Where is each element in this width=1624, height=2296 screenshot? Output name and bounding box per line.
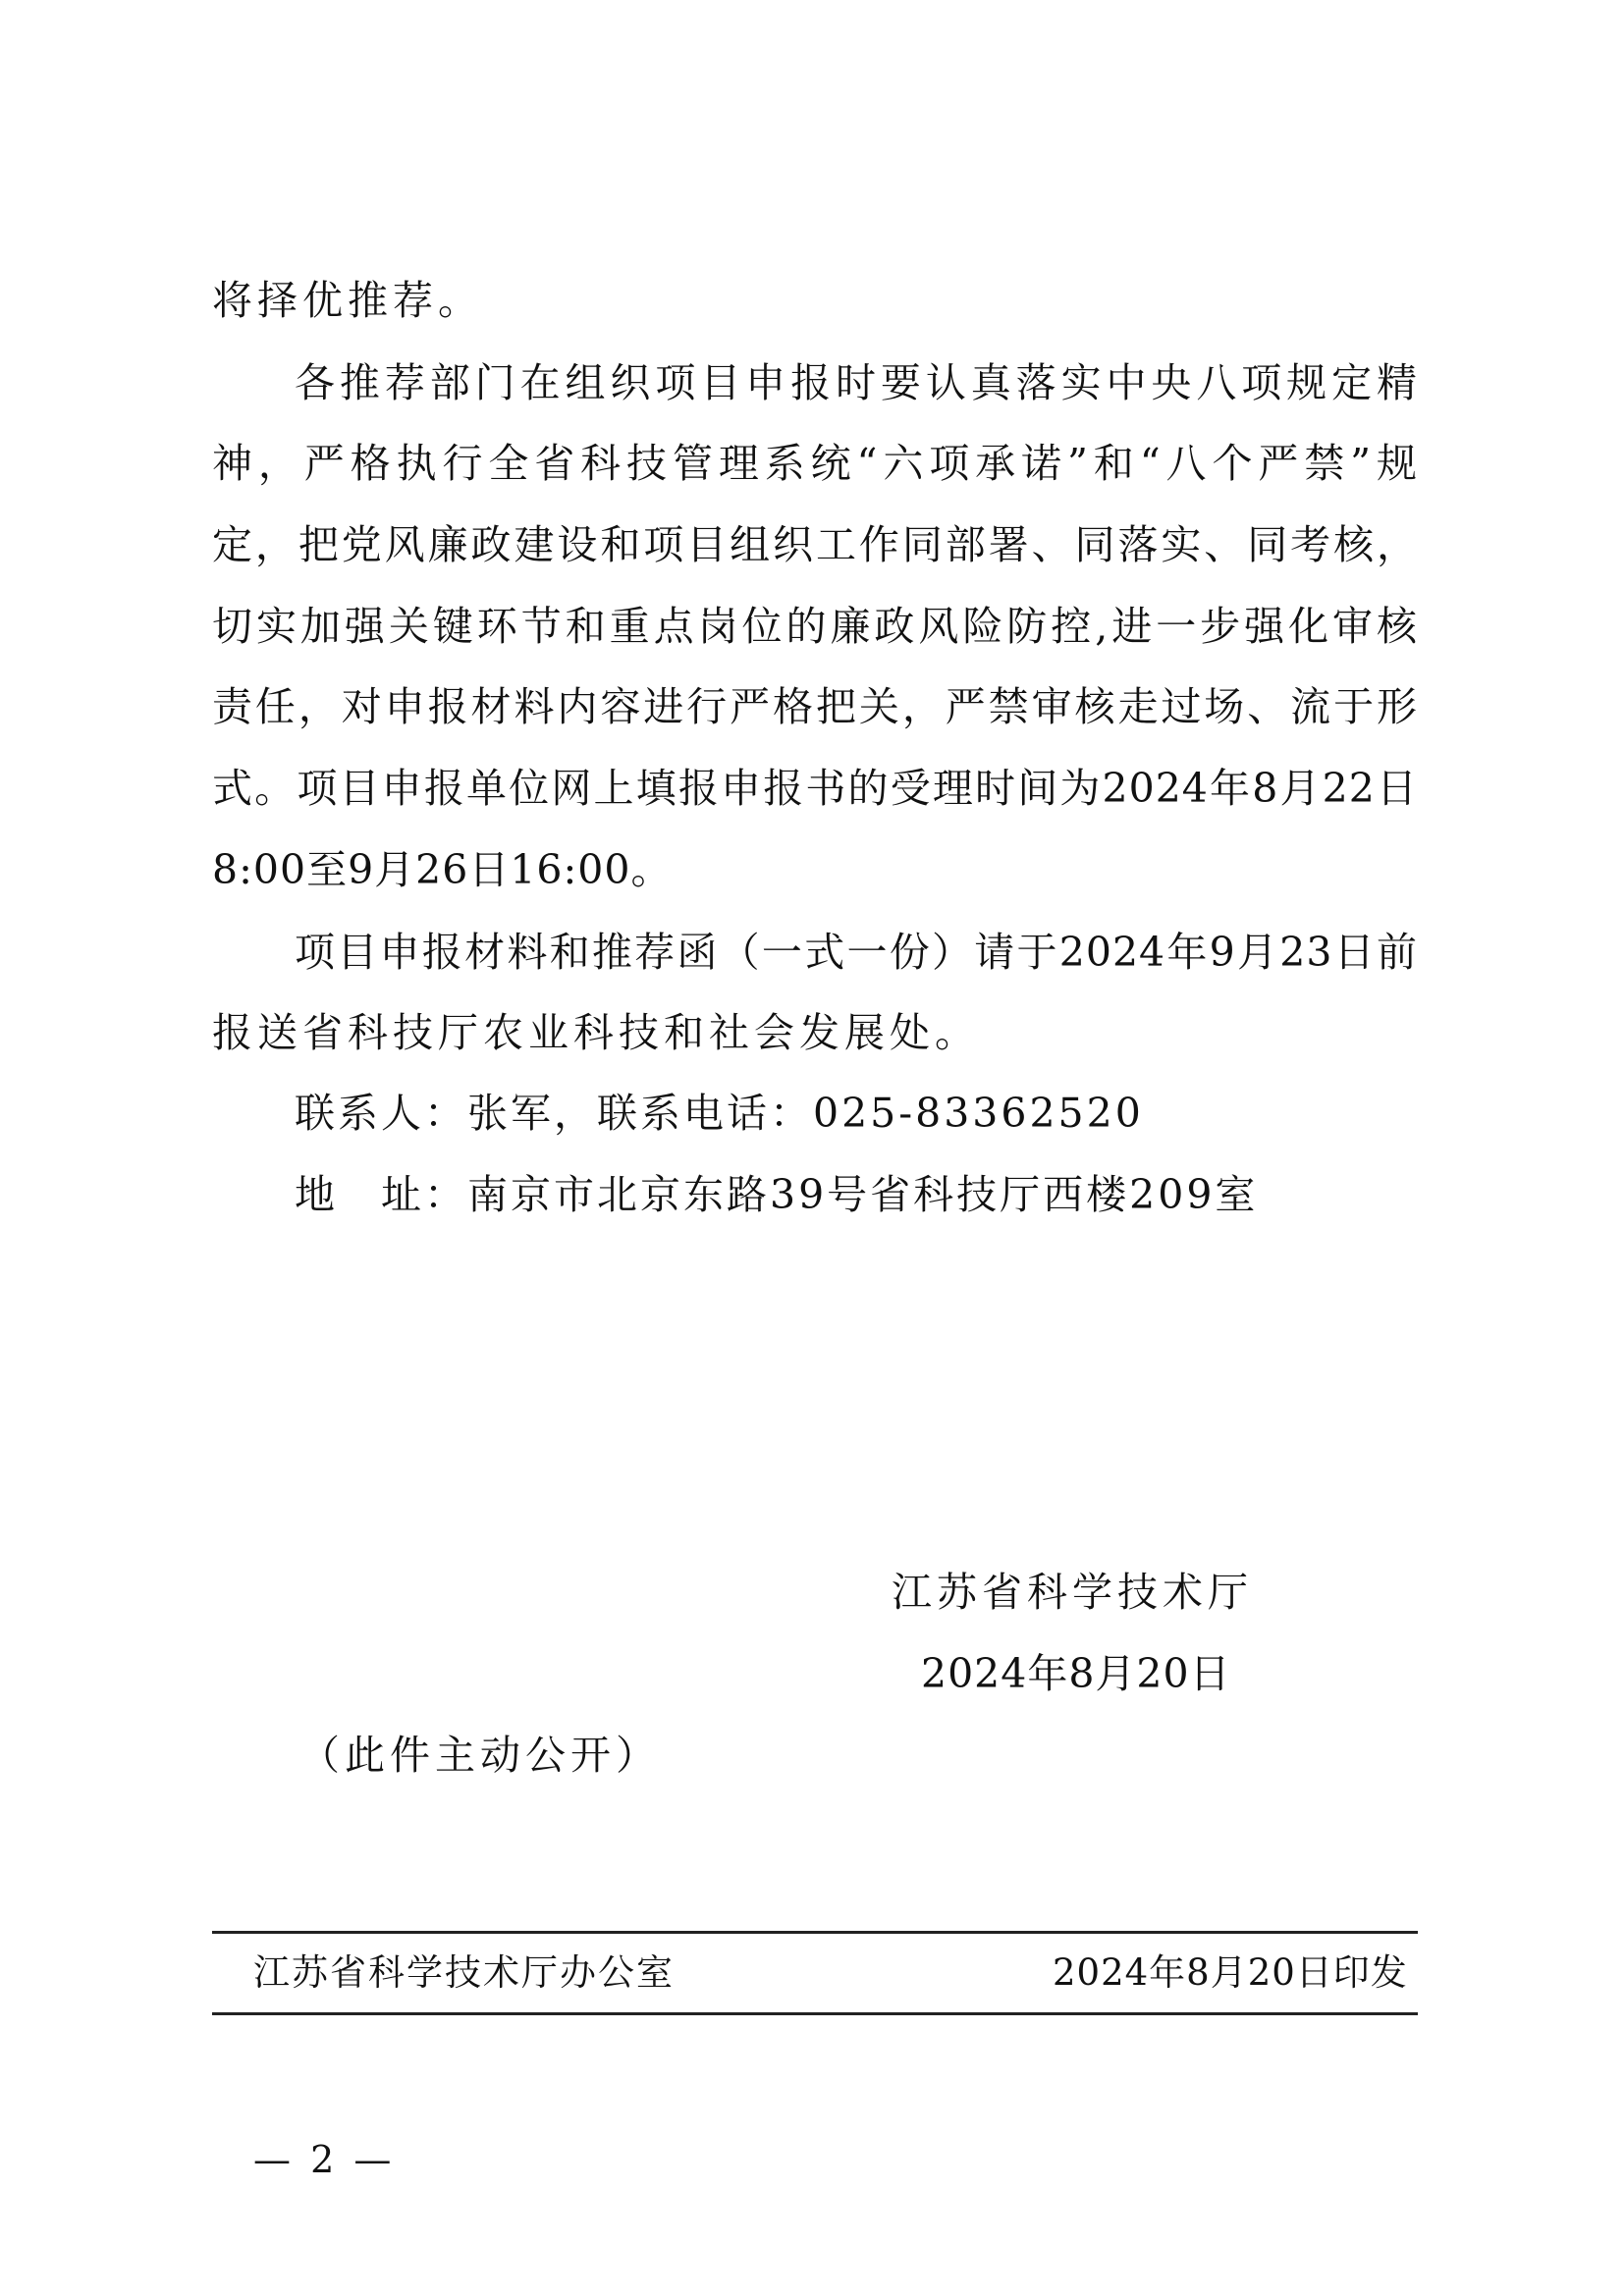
contact-line: 联系人：张军，联系电话：025-83362520 bbox=[295, 1090, 1144, 1137]
disclosure-note: （此件主动公开） bbox=[299, 1732, 661, 1779]
paragraph-line: 定，把党风廉政建设和项目组织工作同部署、同落实、同考核， bbox=[212, 521, 1418, 568]
paragraph-line: 报送省科技厅农业科技和社会发展处。 bbox=[212, 1009, 980, 1056]
paragraph-line: 神，严格执行全省科技管理系统“六项承诺”和“八个严禁”规 bbox=[212, 440, 1418, 487]
footer-bottom-rule bbox=[212, 2012, 1418, 2015]
signature-org: 江苏省科学技术厅 bbox=[892, 1569, 1253, 1616]
paragraph-line: 项目申报材料和推荐函（一式一份）请于2024年9月23日前 bbox=[295, 929, 1418, 976]
paragraph-line: 责任，对申报材料内容进行严格把关，严禁审核走过场、流于形 bbox=[212, 683, 1418, 730]
paragraph-line: 将择优推荐。 bbox=[212, 277, 483, 324]
footer-top-rule bbox=[212, 1931, 1418, 1934]
footer-issuer: 江苏省科学技术厅办公室 bbox=[253, 1951, 675, 1994]
page-number: — 2 — bbox=[253, 2138, 396, 2181]
signature-date: 2024年8月20日 bbox=[921, 1650, 1231, 1697]
paragraph-line: 8:00至9月26日16:00。 bbox=[212, 846, 673, 893]
paragraph-line: 各推荐部门在组织项目申报时要认真落实中央八项规定精 bbox=[295, 359, 1418, 406]
address-line: 地 址：南京市北京东路39号省科技厅西楼209室 bbox=[295, 1171, 1259, 1218]
footer-issue-date: 2024年8月20日印发 bbox=[1053, 1951, 1408, 1994]
paragraph-line: 式。项目申报单位网上填报申报书的受理时间为2024年8月22日 bbox=[212, 765, 1418, 812]
paragraph-line: 切实加强关键环节和重点岗位的廉政风险防控,进一步强化审核 bbox=[212, 603, 1418, 650]
